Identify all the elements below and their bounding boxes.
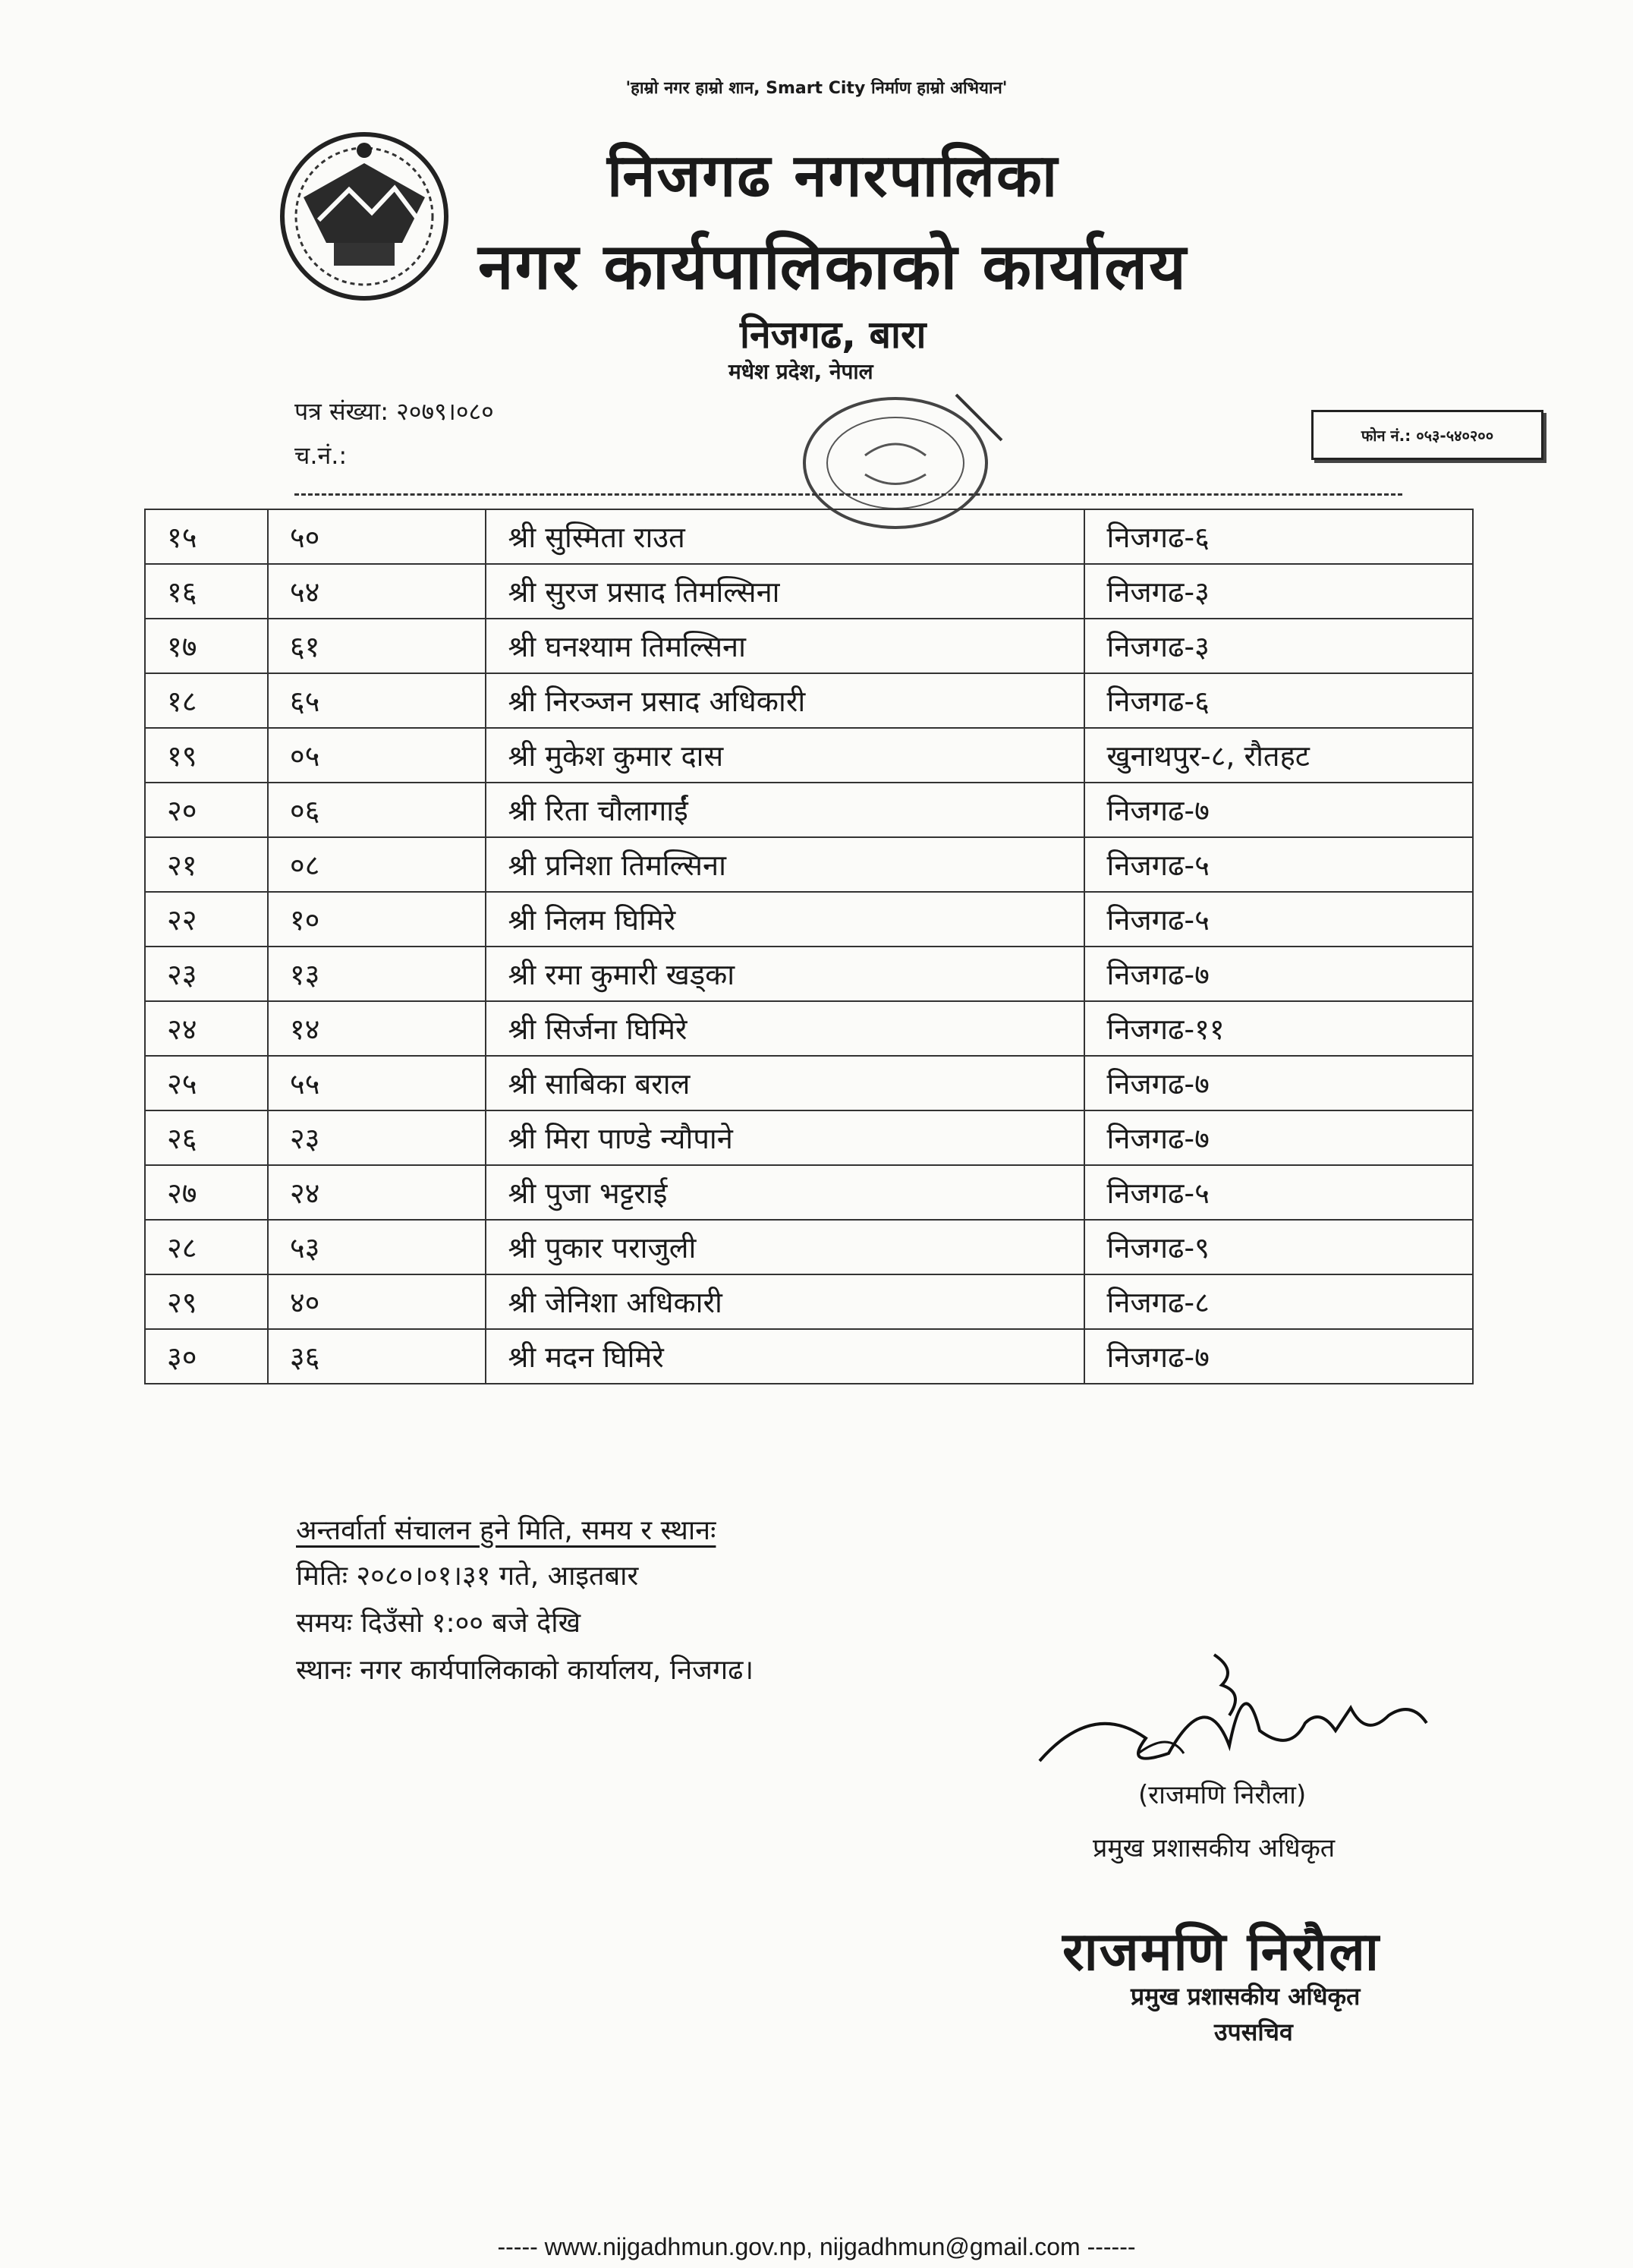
table-row bbox=[145, 509, 1473, 564]
serial-number-cell: १७ bbox=[145, 619, 268, 673]
serial-number-cell: २१ bbox=[145, 837, 268, 892]
address-cell: निजगढ-५ bbox=[1084, 892, 1473, 947]
roll-number-cell: ५४ bbox=[268, 564, 486, 619]
roll-number-cell: ५५ bbox=[268, 1056, 486, 1110]
phone-number-box bbox=[1311, 410, 1543, 460]
interview-time: समयः दिउँसो १:०० बजे देखि bbox=[296, 1608, 581, 1639]
address-cell: निजगढ-७ bbox=[1084, 1110, 1473, 1165]
address-cell: निजगढ-७ bbox=[1084, 783, 1473, 837]
province-line: मधेश प्रदेश, नेपाल bbox=[728, 359, 873, 384]
name-stamp: राजमणि निरौला bbox=[1062, 1920, 1380, 1983]
address-cell: निजगढ-३ bbox=[1084, 564, 1473, 619]
candidate-name-cell: श्री रिता चौलागाईं bbox=[486, 783, 1084, 837]
table-row bbox=[145, 892, 1473, 947]
phone-number: फोन नं.: ०५३-५४०२०० bbox=[1361, 426, 1494, 445]
interview-heading: अन्तर्वार्ता संचालन हुने मिति, समय र स्थानः bbox=[296, 1515, 716, 1546]
serial-number-cell: २४ bbox=[145, 1001, 268, 1056]
reference-number: पत्र संख्या: २०७९।०८० bbox=[294, 397, 494, 426]
roll-number-cell: ६१ bbox=[268, 619, 486, 673]
address-cell: निजगढ-७ bbox=[1084, 1329, 1473, 1384]
candidate-name-cell: श्री सुरज प्रसाद तिमल्सिना bbox=[486, 564, 1084, 619]
address-line: निजगढ, बारा bbox=[740, 313, 927, 357]
candidate-name-cell: श्री पुकार पराजुली bbox=[486, 1220, 1084, 1274]
address-cell: खुनाथपुर-८, रौतहट bbox=[1084, 728, 1473, 783]
name-stamp-subtitle: उपसचिव bbox=[1214, 2018, 1293, 2046]
serial-number-cell: २७ bbox=[145, 1165, 268, 1220]
serial-number-cell: २० bbox=[145, 783, 268, 837]
serial-number-cell: १६ bbox=[145, 564, 268, 619]
address-cell: निजगढ-७ bbox=[1084, 947, 1473, 1001]
roll-number-cell: १३ bbox=[268, 947, 486, 1001]
candidate-name-cell: श्री सिर्जना घिमिरे bbox=[486, 1001, 1084, 1056]
table-row bbox=[145, 619, 1473, 673]
candidate-name-cell: श्री निरञ्जन प्रसाद अधिकारी bbox=[486, 673, 1084, 728]
government-emblem-icon bbox=[273, 129, 455, 304]
roll-number-cell: ३६ bbox=[268, 1329, 486, 1384]
candidate-name-cell: श्री सुस्मिता राउत bbox=[486, 509, 1084, 564]
address-cell: निजगढ-३ bbox=[1084, 619, 1473, 673]
roll-number-cell: ०५ bbox=[268, 728, 486, 783]
address-cell: निजगढ-५ bbox=[1084, 1165, 1473, 1220]
address-cell: निजगढ-६ bbox=[1084, 673, 1473, 728]
table-row bbox=[145, 1001, 1473, 1056]
serial-number-cell: २५ bbox=[145, 1056, 268, 1110]
footer-contact: ----- www.nijgadhmun.gov.np, nijgadhmun@gmail.com ------ bbox=[497, 2233, 1136, 2260]
candidate-name-cell: श्री निलम घिमिरे bbox=[486, 892, 1084, 947]
interview-place: स्थानः नगर कार्यपालिकाको कार्यालय, निजगढ। bbox=[296, 1655, 754, 1686]
name-stamp-title: प्रमुख प्रशासकीय अधिकृत bbox=[1131, 1982, 1361, 2011]
candidate-name-cell: श्री रमा कुमारी खड्का bbox=[486, 947, 1084, 1001]
candidate-name-cell: श्री घनश्याम तिमल्सिना bbox=[486, 619, 1084, 673]
table-row bbox=[145, 947, 1473, 1001]
candidate-name-cell: श्री मदन घिमिरे bbox=[486, 1329, 1084, 1384]
dispatch-number: च.नं.: bbox=[294, 441, 348, 470]
serial-number-cell: २६ bbox=[145, 1110, 268, 1165]
table-row bbox=[145, 1110, 1473, 1165]
roll-number-cell: ५३ bbox=[268, 1220, 486, 1274]
address-cell: निजगढ-९ bbox=[1084, 1220, 1473, 1274]
serial-number-cell: १८ bbox=[145, 673, 268, 728]
table-row bbox=[145, 673, 1473, 728]
serial-number-cell: १५ bbox=[145, 509, 268, 564]
signatory-title: प्रमुख प्रशासकीय अधिकृत bbox=[1093, 1833, 1336, 1863]
serial-number-cell: १९ bbox=[145, 728, 268, 783]
candidate-table bbox=[144, 509, 1474, 1384]
roll-number-cell: ६५ bbox=[268, 673, 486, 728]
address-cell: निजगढ-८ bbox=[1084, 1274, 1473, 1329]
table-row bbox=[145, 783, 1473, 837]
roll-number-cell: २३ bbox=[268, 1110, 486, 1165]
serial-number-cell: २३ bbox=[145, 947, 268, 1001]
address-cell: निजगढ-५ bbox=[1084, 837, 1473, 892]
roll-number-cell: ४० bbox=[268, 1274, 486, 1329]
header-divider bbox=[294, 493, 1402, 496]
roll-number-cell: २४ bbox=[268, 1165, 486, 1220]
table-row bbox=[145, 728, 1473, 783]
interview-date: मितिः २०८०।०१।३१ गते, आइतबार bbox=[296, 1561, 639, 1592]
office-title: नगर कार्यपालिकाको कार्यालय bbox=[478, 229, 1188, 304]
candidate-name-cell: श्री साबिका बराल bbox=[486, 1056, 1084, 1110]
serial-number-cell: ३० bbox=[145, 1329, 268, 1384]
roll-number-cell: ०८ bbox=[268, 837, 486, 892]
address-cell: निजगढ-६ bbox=[1084, 509, 1473, 564]
table-row bbox=[145, 1165, 1473, 1220]
candidate-name-cell: श्री जेनिशा अधिकारी bbox=[486, 1274, 1084, 1329]
table-row bbox=[145, 1220, 1473, 1274]
slogan: 'हाम्रो नगर हाम्रो शान, Smart City निर्माण हाम्रो अभियान' bbox=[625, 79, 1008, 98]
roll-number-cell: ०६ bbox=[268, 783, 486, 837]
roll-number-cell: ५० bbox=[268, 509, 486, 564]
table-row bbox=[145, 837, 1473, 892]
serial-number-cell: २९ bbox=[145, 1274, 268, 1329]
address-cell: निजगढ-११ bbox=[1084, 1001, 1473, 1056]
serial-number-cell: २२ bbox=[145, 892, 268, 947]
table-row bbox=[145, 1056, 1473, 1110]
serial-number-cell: २८ bbox=[145, 1220, 268, 1274]
table-row bbox=[145, 1329, 1473, 1384]
roll-number-cell: १० bbox=[268, 892, 486, 947]
roll-number-cell: १४ bbox=[268, 1001, 486, 1056]
table-row bbox=[145, 564, 1473, 619]
table-row bbox=[145, 1274, 1473, 1329]
address-cell: निजगढ-७ bbox=[1084, 1056, 1473, 1110]
candidate-name-cell: श्री मुकेश कुमार दास bbox=[486, 728, 1084, 783]
candidate-name-cell: श्री मिरा पाण्डे न्यौपाने bbox=[486, 1110, 1084, 1165]
signatory-name: (राजमणि निरौला) bbox=[1138, 1780, 1307, 1810]
municipality-title: निजगढ नगरपालिका bbox=[607, 142, 1059, 210]
candidate-name-cell: श्री प्रनिशा तिमल्सिना bbox=[486, 837, 1084, 892]
candidate-name-cell: श्री पुजा भट्टराई bbox=[486, 1165, 1084, 1220]
